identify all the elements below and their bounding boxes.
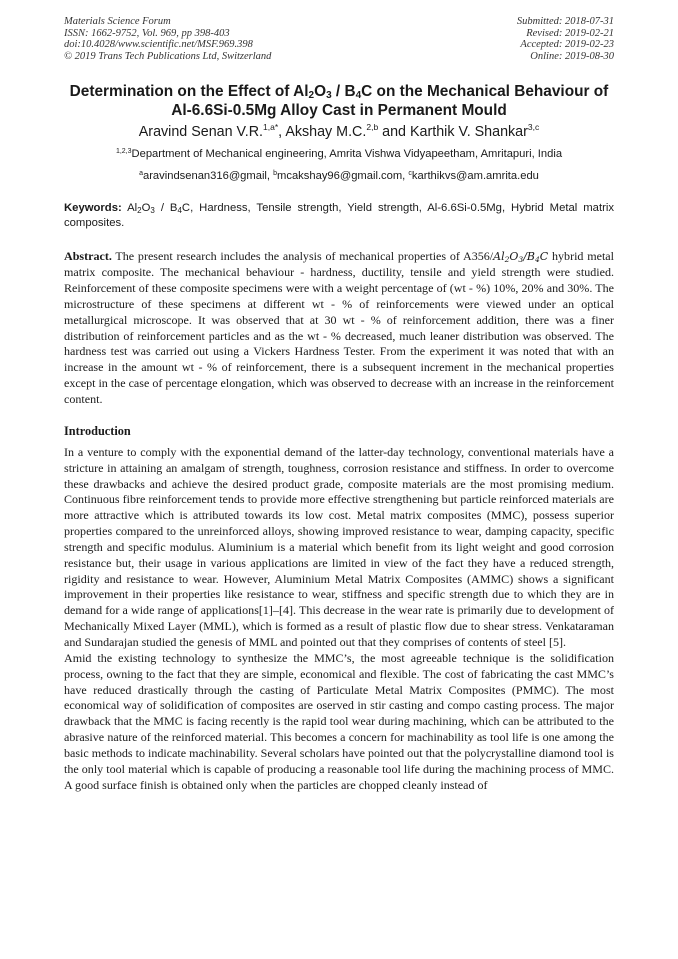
email-b: mcakshay96@gmail.com,	[277, 170, 409, 182]
keywords-label: Keywords:	[64, 202, 122, 214]
submission-dates	[517, 16, 614, 62]
journal-name: Materials Science Forum	[64, 16, 171, 27]
online-date: Online: 2019-08-30	[530, 50, 614, 62]
author-2: Akshay M.C.	[285, 124, 367, 140]
revised-date: Revised: 2019-02-21	[526, 27, 614, 39]
paper-title: Determination on the Effect of $Al_2O_3 / B_4C$ on the Mechanical Behaviour of Al-6.6Si-0.5Mg Alloy Cast in Permanent Mould	[69, 83, 609, 119]
introduction-heading: Introduction	[64, 423, 131, 438]
accepted-date: Accepted: 2019-02-23	[520, 39, 614, 50]
email-c: karthikvs@am.amrita.edu	[411, 170, 539, 182]
abstract: Abstract. The present research includes the analysis of mechanical properties of $A356/Al_2O_3/B_4C$ hybrid metal matrix composite. The mechanical behaviour - hardness, ductility, tensile and yield strength were studied. Reinforcement of these composite specimens were with a weight percentage of (wt - %) 10%, 20% and 30%. The microstructure of these specimens at different wt - % of reinforcements were viewed under an optical metallurgical microscope. It was observed that at 30 wt - % of reinforcement addition, there was a finer distribution of reinforcement particles and as the wt - % decreased, much leaner distribution was observed. The hardness test was carried out using a Vickers Hardness Tester. From the experiment it was noted that with an increase in the amount wt - % of reinforcement, there is a subsequent increment in the mechanical properties except in the case of percentage elongation, which was observed to decrease with an increase in the reinforcement content.	[64, 249, 615, 406]
abstract-label: Abstract.	[64, 249, 112, 264]
affiliation: $^{1,2,3}$Department of Mechanical engineering, Amrita Vishwa Vidyapeetham, Amritapuri, India	[115, 148, 563, 160]
doi: doi:10.4028/www.scientific.net/MSF.969.398	[64, 39, 253, 50]
keywords: Keywords: $Al_2O_3 / B_4C$, Hardness, Tensile strength, Yield strength, Al-6.6Si-0.5Mg, Hybrid Metal matrix composites.	[64, 202, 615, 230]
issn: ISSN: 1662-9752, Vol. 969, pp 398-403	[64, 27, 230, 39]
author-1: Aravind Senan V.R.	[138, 124, 264, 140]
copyright: © 2019 Trans Tech Publications Ltd, Switzerland	[64, 50, 272, 62]
author-list: Aravind Senan V.R.$^{1,a*}$, Akshay M.C.$^{2,b}$ and Karthik V. Shankar$^{3,c}$	[138, 122, 540, 140]
introduction-paragraph-2: Amid the existing technology to synthesize the MMC’s, the most agreeable technique is the solidification process, owning to the fact that they are simple, economical and flexible. The cost of fabricating the cast MMC’s have reduced drastically through the casting of Particulate Metal Matrix Composites (PMMC). The most economical way of solidification of composites are oserved in stir casting and compo casting process. The major drawback that the MMC is facing recently is the rapid tool wear during machining, which can be attributed to the abrasive nature of the reinforced material. This becomes a concern for machinability as tool life is one among the basic methods to indicate machinability. Several scholars have pointed out that the polycrystalline diamond tool is the only tool material which is capable of producing a reasonable tool life during the machining process of MMC. A good surface finish is obtained only when the particles are chopped cleanly instead of	[64, 650, 614, 792]
author-emails: $^a$aravindsenan316@gmail, $^b$mcakshay96@gmail.com, $^c$karthikvs@am.amrita.edu	[139, 170, 539, 182]
abstract-formula: $Al_2O_3/B_4C$	[493, 250, 549, 265]
introduction-paragraph-1: In a venture to comply with the exponential demand of the latter-day technology, conventional materials have a stricture in attaining an amalgam of strength, toughness, corrosion resistance and stiffness. In order to overcome these drawbacks and achieve the desired product grade, composite materials are the most promising medium. Continuous fibre reinforcement tends to provide more effective strengthening but particle reinforced materials are more attractive which is attributed towards its low cost. Metal matrix composites (MMC), possess superior properties compared to the unreinforced alloys, showing improved resistance to wear, damping capacity, specific strength and specific modulus. Aluminium is a material which benefit from its light weight and good corrosion resistance but, their usage in various applications are limited in view of the fact they have a reduced strength, rigidity and resistance to wear. However, Aluminium Metal Matrix Composites (AMMC) shows a significant improvement in their properties like resistance to wear, stiffness and specific strength due to which they are in demand for a wide range of applications[1]–[4]. This decrease in the wear rate is primarily due to development of Mechanically Mixed Layer (MML), which is formed as a result of plastic flow due to shear stress. Venkataraman and Sundarajan studied the genesis of MML and pointed out that they comprises of contents of steel [5].	[64, 444, 614, 649]
publication-header	[64, 16, 614, 62]
author-3: Karthik V. Shankar	[410, 124, 528, 140]
email-a: aravindsenan316@gmail,	[142, 170, 274, 182]
submitted-date: Submitted: 2018-07-31	[516, 16, 614, 27]
journal-info	[64, 16, 271, 62]
